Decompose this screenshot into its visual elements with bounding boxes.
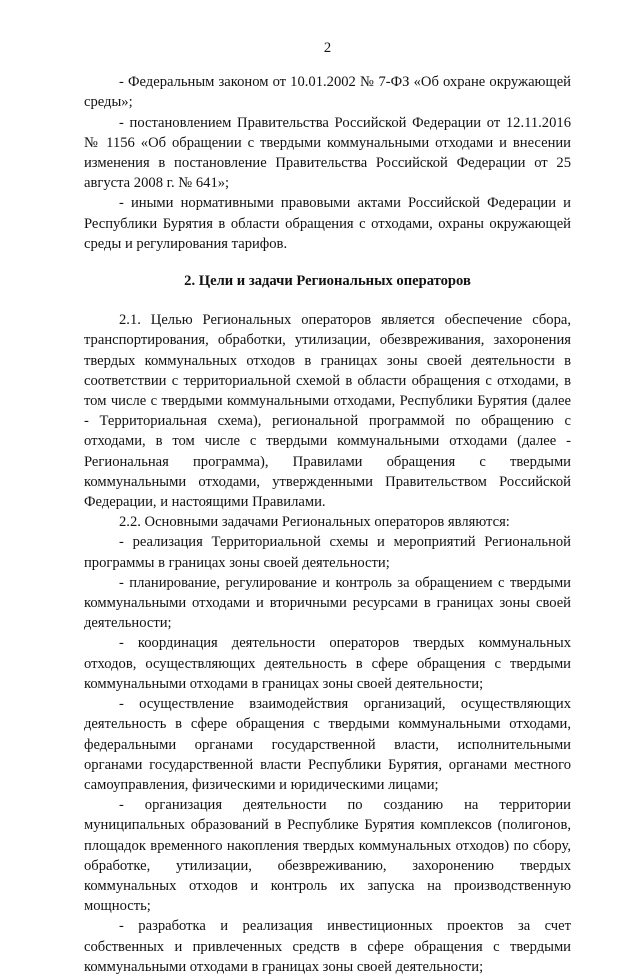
page-number: 2: [323, 40, 332, 56]
list-item-investment: - разработка и реализация инвестиционных проектов за счет собственных и привлеченных средств в сфере обращения с твердыми коммунальными отходами в границах зоны своей деятельности;: [84, 918, 571, 975]
list-item-interaction: - осуществление взаимодействия организаций, осуществляющих деятельность в сфере обращения с твердыми коммунальными отходами, федеральными органами государственной власти, исполнительными органами государственной власти Республики Бурятия, органами местного самоуправления, физическими и юридическими лицами;: [84, 696, 571, 793]
document-page: [84, 38, 571, 977]
paragraph-2-1-goal: 2.1. Целью Региональных операторов является обеспечение сбора, транспортирования, обработки, утилизации, обезвреживания, захоронения твердых коммунальных отходов в границах зоны своей деятельности в соответствии с территориальной схемой в области обращения с отходами, в том числе с твердыми коммунальными отходами, Республики Бурятия (далее - Территориальная схема), региональной программой по обращению с отходами, в том числе с твердыми коммунальными отходами (далее - Региональная программа), Правилами обращения с твердыми коммунальными отходами, утвержденными Правительством Российской Федерации, и настоящими Правилами.: [84, 312, 571, 511]
paragraph-2-2-tasks: 2.2. Основными задачами Региональных операторов являются:: [119, 514, 510, 531]
section-heading: 2. Цели и задачи Региональных операторов: [184, 273, 471, 290]
list-item-planning: - планирование, регулирование и контроль за обращением с твердыми коммунальными отходами и вторичными ресурсами в границах зоны своей деятельности;: [84, 574, 571, 632]
list-item-coordination: - координация деятельности операторов твердых коммунальных отходов, осуществляющих деятельность в сфере обращения с твердыми коммунальными отходами в границах зоны своей деятельности;: [84, 635, 571, 692]
paragraph-other-acts: - иными нормативными правовыми актами Российской Федерации и Республики Бурятия в области обращения с отходами, охраны окружающей среды и регулирования тарифов.: [84, 195, 571, 252]
list-item-territorial-scheme: - реализация Территориальной схемы и мероприятий Региональной программы в границах зоны своей деятельности;: [84, 534, 571, 571]
paragraph-government-decree: - постановлением Правительства Российской Федерации от 12.11.2016 № 1156 «Об обращении с твердыми коммунальными отходами и внесении изменения в постановление Правительства Российской Федерации от 25 августа 2008 г. № 641»;: [84, 114, 571, 192]
paragraph-law-environment: - Федеральным законом от 10.01.2002 № 7-ФЗ «Об охране окружающей среды»;: [84, 74, 571, 111]
list-item-organization: - организация деятельности по созданию на территории муниципальных образований в Республике Бурятия комплексов (полигонов, площадок временного накопления твердых коммунальных отходов) по сбору, обработке, утилизации, обезвреживанию, захоронению твердых коммунальных отходов и контроль их запуска на производственную мощность;: [84, 797, 571, 915]
